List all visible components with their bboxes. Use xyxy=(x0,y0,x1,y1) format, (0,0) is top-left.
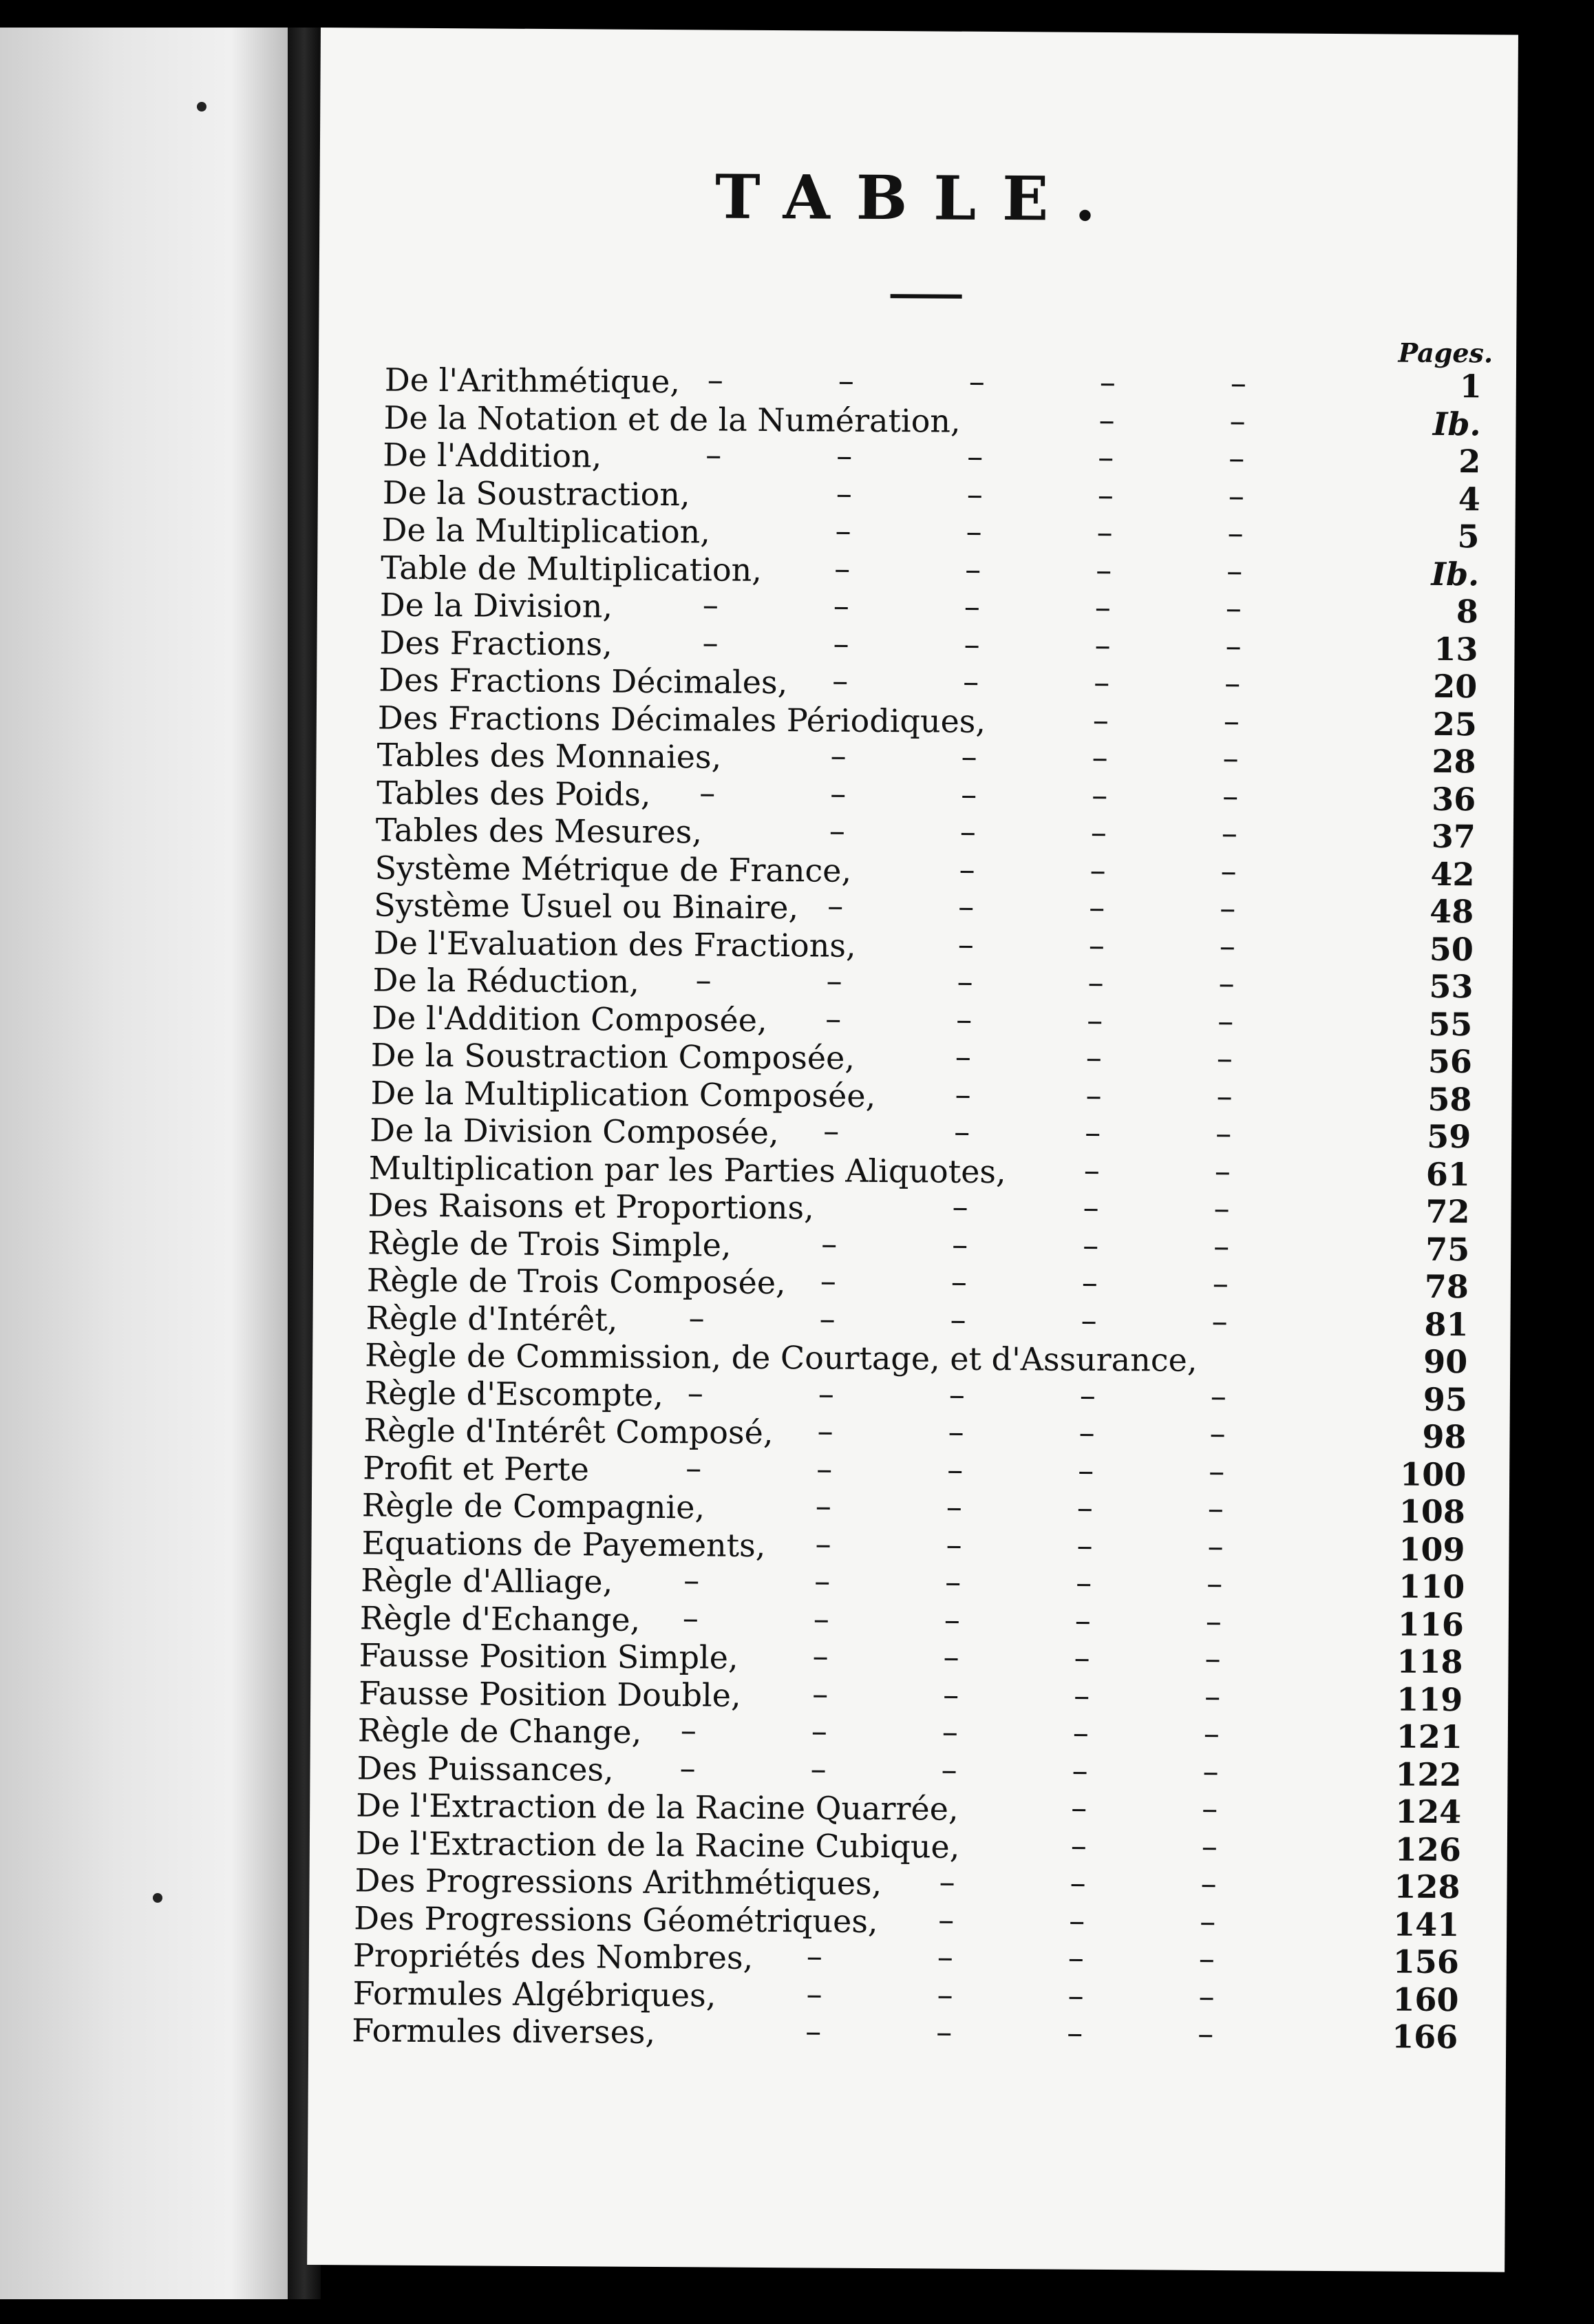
toc-list xyxy=(308,361,1516,2056)
ink-speck xyxy=(197,102,206,112)
toc-entry-title: Règle d'Alliage, xyxy=(361,1561,613,1601)
toc-entry-page: 118 xyxy=(1396,1642,1463,1681)
leader-dash: – xyxy=(1067,2014,1083,2051)
leader-dash: – xyxy=(1198,1939,1215,1977)
leader-dash: – xyxy=(1210,1377,1227,1415)
leader-dash: – xyxy=(825,1000,842,1037)
toc-entry-page: 121 xyxy=(1396,1718,1463,1756)
toc-entry-page: 126 xyxy=(1394,1830,1462,1868)
leader-dash: – xyxy=(1203,1714,1220,1753)
pages-column-header: Pages. xyxy=(1398,337,1494,369)
toc-entry-page: 166 xyxy=(1392,2018,1458,2056)
toc-entry-title: Règle de Change, xyxy=(357,1711,642,1751)
leader-dash: – xyxy=(836,436,853,474)
toc-entry-title: Des Puissances, xyxy=(357,1749,614,1788)
leader-dash: – xyxy=(832,662,849,699)
leader-dash: – xyxy=(1200,1902,1216,1940)
toc-entry-page: 55 xyxy=(1428,1005,1473,1043)
leader-dash: – xyxy=(1070,1826,1087,1864)
leader-dash: – xyxy=(812,1674,829,1713)
leader-dash: – xyxy=(688,1298,705,1336)
table-of-contents-page xyxy=(307,28,1518,2272)
leader-dash: – xyxy=(811,1712,828,1750)
toc-entry-title: De l'Evaluation des Fractions, xyxy=(373,923,856,964)
leader-dash: – xyxy=(817,1412,833,1450)
toc-entry-title: De l'Extraction de la Racine Quarrée, xyxy=(356,1786,959,1828)
leader-dash: – xyxy=(1069,1901,1085,1939)
leader-dash: – xyxy=(1215,1114,1232,1152)
toc-entry-title: De la Multiplication Composée, xyxy=(370,1073,876,1115)
leader-dash: – xyxy=(1096,551,1112,589)
leader-dash: – xyxy=(1085,1076,1102,1114)
toc-entry-page: 61 xyxy=(1425,1155,1471,1193)
toc-entry-title: Des Progressions Géométriques, xyxy=(354,1899,878,1940)
toc-entry-title: Règle de Trois Composée, xyxy=(366,1261,786,1302)
leader-dash: – xyxy=(965,550,981,588)
toc-entry-title: Règle de Commission, de Courtage, et d'Assurance, xyxy=(365,1336,1198,1379)
leader-dash: – xyxy=(938,1901,955,1939)
toc-entry-page: 50 xyxy=(1429,930,1474,968)
leader-dash: – xyxy=(958,887,975,925)
leader-dash: – xyxy=(1074,1638,1090,1676)
leader-dash: – xyxy=(1213,1189,1230,1227)
leader-dash: – xyxy=(1090,851,1106,889)
leader-dash: – xyxy=(1076,1563,1092,1601)
toc-entry-title: Fausse Position Simple, xyxy=(359,1636,738,1676)
leader-dash: – xyxy=(830,737,847,774)
toc-entry-title: Règle de Compagnie, xyxy=(361,1486,705,1526)
leader-dash: – xyxy=(937,1976,953,2014)
toc-entry-title: De l'Addition Composée, xyxy=(372,998,767,1039)
leader-dash: – xyxy=(1067,1976,1084,2014)
leader-dash: – xyxy=(1198,2014,1214,2052)
toc-entry-page: 58 xyxy=(1427,1080,1472,1118)
leader-dash: – xyxy=(1216,1077,1233,1115)
leader-dash: – xyxy=(707,361,724,399)
leader-dash: – xyxy=(1085,1113,1101,1151)
ink-speck xyxy=(153,1893,162,1903)
leader-dash: – xyxy=(1074,1676,1090,1714)
leader-dash: – xyxy=(945,1563,961,1601)
leader-dash: – xyxy=(823,1112,840,1150)
toc-entry-title: De l'Extraction de la Racine Cubique, xyxy=(355,1824,960,1866)
toc-entry-page: 81 xyxy=(1424,1305,1469,1343)
toc-entry-page: 1 xyxy=(1459,368,1483,405)
leader-dash: – xyxy=(1076,1526,1093,1564)
toc-entry-title: Système Usuel ou Binaire, xyxy=(374,886,799,927)
leader-dash: – xyxy=(950,1263,968,1300)
toc-entry-title: Des Fractions Décimales Périodiques, xyxy=(377,699,986,740)
leader-dash: – xyxy=(955,1075,971,1113)
leader-dash: – xyxy=(1207,1564,1223,1603)
leader-dash: – xyxy=(705,436,722,474)
leader-dash: – xyxy=(947,1450,964,1488)
leader-dash: – xyxy=(836,474,853,512)
leader-dash: – xyxy=(1096,513,1113,551)
leader-dash: – xyxy=(1201,1827,1218,1865)
leader-dash: – xyxy=(1209,1414,1226,1452)
toc-entry-title: Des Fractions, xyxy=(379,624,613,663)
leader-dash: – xyxy=(806,1974,822,2013)
leader-dash: – xyxy=(695,961,712,999)
leader-dash: – xyxy=(830,774,847,812)
leader-dash: – xyxy=(961,737,977,775)
leader-dash: – xyxy=(1072,1751,1088,1789)
leader-dash: – xyxy=(813,1599,830,1638)
leader-dash: – xyxy=(820,1262,837,1300)
toc-entry-title: De la Multiplication, xyxy=(381,511,711,551)
leader-dash: – xyxy=(815,1524,831,1563)
leader-dash: – xyxy=(959,812,977,850)
leader-dash: – xyxy=(682,1598,699,1636)
toc-entry-page: 20 xyxy=(1433,667,1478,706)
leader-dash: – xyxy=(957,925,975,963)
leader-dash: – xyxy=(1083,1188,1099,1226)
toc-entry-page: 108 xyxy=(1399,1492,1466,1531)
toc-entry-page: 110 xyxy=(1398,1567,1465,1606)
leader-dash: – xyxy=(1207,1489,1224,1528)
toc-entry-page: 100 xyxy=(1399,1455,1467,1493)
leader-dash: – xyxy=(950,1300,966,1338)
leader-dash: – xyxy=(966,475,984,513)
leader-dash: – xyxy=(936,2013,953,2051)
leader-dash: – xyxy=(1202,1752,1219,1790)
leader-dash: – xyxy=(1228,476,1245,514)
leader-dash: – xyxy=(946,1488,963,1525)
leader-dash: – xyxy=(679,1749,696,1786)
leader-dash: – xyxy=(1205,1602,1222,1640)
toc-entry-page: Ib. xyxy=(1432,405,1481,443)
toc-entry-page: 160 xyxy=(1392,1980,1459,2018)
toc-entry-title: De la Division, xyxy=(379,586,613,625)
leader-dash: – xyxy=(1092,776,1108,814)
leader-dash: – xyxy=(967,437,984,475)
toc-entry-title: Tables des Monnaies, xyxy=(376,736,722,776)
toc-entry-title: De l'Arithmétique, xyxy=(384,361,681,401)
toc-entry-page: 56 xyxy=(1427,1042,1473,1081)
facing-page xyxy=(0,28,289,2299)
leader-dash: – xyxy=(1074,1601,1092,1639)
title-rule xyxy=(891,294,962,299)
leader-dash: – xyxy=(1072,1713,1090,1751)
toc-entry-title: De la Réduction, xyxy=(372,961,640,1000)
toc-entry-page: 128 xyxy=(1394,1868,1460,1906)
leader-dash: – xyxy=(1081,1301,1097,1339)
toc-entry-title: Fausse Position Double, xyxy=(359,1673,741,1714)
leader-dash: – xyxy=(1098,438,1114,476)
toc-entry-page: 48 xyxy=(1430,892,1474,931)
leader-dash: – xyxy=(1067,1939,1085,1976)
leader-dash: – xyxy=(818,1374,835,1413)
leader-dash: – xyxy=(1219,927,1236,964)
leader-dash: – xyxy=(699,773,716,812)
leader-dash: – xyxy=(1078,1413,1095,1451)
leader-dash: – xyxy=(1094,588,1112,626)
toc-entry-page: 119 xyxy=(1396,1680,1463,1718)
leader-dash: – xyxy=(964,587,981,625)
leader-dash: – xyxy=(964,625,980,663)
leader-dash: – xyxy=(680,1711,697,1749)
toc-entry-title: Tables des Mesures, xyxy=(375,811,703,851)
leader-dash: – xyxy=(1070,1863,1086,1901)
leader-dash: – xyxy=(1089,888,1105,926)
toc-row xyxy=(308,2011,1506,2056)
toc-entry-page: 4 xyxy=(1458,480,1481,518)
leader-dash: – xyxy=(1204,1677,1221,1715)
toc-entry-page: 59 xyxy=(1427,1117,1471,1156)
leader-dash: – xyxy=(1204,1639,1221,1678)
toc-entry-page: 25 xyxy=(1432,705,1478,743)
leader-dash: – xyxy=(1218,1002,1234,1039)
leader-dash: – xyxy=(1092,738,1108,777)
leader-dash: – xyxy=(944,1601,961,1638)
leader-dash: – xyxy=(814,1562,831,1600)
leader-dash: – xyxy=(1081,1263,1098,1301)
leader-dash: – xyxy=(955,1037,972,1075)
leader-dash: – xyxy=(939,1863,955,1901)
leader-dash: – xyxy=(1229,439,1245,477)
toc-entry-title: Tables des Poids, xyxy=(376,774,651,813)
leader-dash: – xyxy=(819,1299,836,1338)
toc-entry-title: Des Fractions Décimales, xyxy=(379,661,788,701)
leader-dash: – xyxy=(827,887,844,925)
leader-dash: – xyxy=(943,1676,959,1713)
leader-dash: – xyxy=(810,1749,827,1788)
leader-dash: – xyxy=(806,1937,823,1975)
toc-entry-page: 53 xyxy=(1429,967,1474,1006)
toc-entry-title: Multiplication par les Parties Aliquotes, xyxy=(368,1148,1006,1190)
toc-entry-page: 13 xyxy=(1434,630,1478,668)
leader-dash: – xyxy=(1088,926,1105,964)
toc-entry-title: Des Raisons et Proportions, xyxy=(368,1186,814,1227)
toc-entry-title: Formules diverses, xyxy=(352,2011,656,2051)
leader-dash: – xyxy=(1094,626,1111,664)
leader-dash: – xyxy=(943,1638,959,1676)
leader-dash: – xyxy=(1230,364,1247,402)
leader-dash: – xyxy=(1226,551,1243,589)
leader-dash: – xyxy=(1085,1038,1103,1076)
leader-dash: – xyxy=(829,812,846,849)
toc-entry-page: 122 xyxy=(1395,1755,1462,1793)
leader-dash: – xyxy=(1213,1227,1230,1265)
leader-dash: – xyxy=(961,775,977,813)
leader-dash: – xyxy=(1087,963,1104,1001)
leader-dash: – xyxy=(835,511,851,549)
leader-dash: – xyxy=(1198,1977,1215,2015)
page-title: TABLE. xyxy=(714,160,1123,235)
toc-entry-title: Règle d'Intérêt Composé, xyxy=(363,1411,774,1452)
toc-entry-title: Système Métrique de France, xyxy=(374,849,852,889)
toc-entry-title: De la Soustraction Composée, xyxy=(370,1036,856,1077)
toc-entry-title: De l'Addition, xyxy=(383,436,602,475)
toc-entry-page: 8 xyxy=(1456,593,1479,631)
leader-dash: – xyxy=(1098,401,1115,439)
toc-entry-page: 78 xyxy=(1424,1267,1469,1306)
leader-dash: – xyxy=(834,549,851,587)
leader-dash: – xyxy=(1094,663,1110,701)
leader-dash: – xyxy=(957,962,973,1000)
toc-entry-page: 5 xyxy=(1457,518,1480,556)
toc-entry-page: 75 xyxy=(1425,1230,1470,1268)
leader-dash: – xyxy=(946,1525,962,1563)
leader-dash: – xyxy=(815,1487,832,1525)
leader-dash: – xyxy=(937,1938,954,1976)
leader-dash: – xyxy=(1200,1864,1217,1903)
toc-entry-title: De la Notation et de la Numération, xyxy=(383,399,961,440)
leader-dash: – xyxy=(1218,964,1235,1002)
leader-dash: – xyxy=(968,362,986,400)
leader-dash: – xyxy=(812,1637,829,1675)
leader-dash: – xyxy=(1097,476,1114,514)
leader-dash: – xyxy=(687,1373,704,1411)
toc-entry-page: 42 xyxy=(1430,855,1475,893)
leader-dash: – xyxy=(1225,626,1242,664)
leader-dash: – xyxy=(963,662,979,700)
leader-dash: – xyxy=(1090,813,1107,851)
toc-entry-title: Equations de Payements, xyxy=(361,1523,766,1564)
leader-dash: – xyxy=(948,1413,964,1450)
toc-entry-page: 156 xyxy=(1392,1943,1460,1981)
toc-entry-title: De la Soustraction, xyxy=(382,474,690,513)
toc-entry-page: 28 xyxy=(1432,742,1476,781)
leader-dash: – xyxy=(1087,1001,1103,1039)
leader-dash: – xyxy=(1211,1302,1228,1340)
leader-dash: – xyxy=(683,1561,700,1599)
leader-dash: – xyxy=(833,587,850,624)
leader-dash: – xyxy=(1083,1151,1101,1189)
leader-dash: – xyxy=(1221,814,1238,852)
leader-dash: – xyxy=(1229,401,1246,439)
toc-entry-page: 95 xyxy=(1423,1380,1468,1418)
leader-dash: – xyxy=(826,962,842,1000)
leader-dash: – xyxy=(702,623,719,662)
toc-entry-title: Règle d'Escompte, xyxy=(364,1373,664,1413)
toc-entry-page: 116 xyxy=(1397,1605,1465,1643)
leader-dash: – xyxy=(821,1224,838,1263)
toc-entry-title: De la Division Composée, xyxy=(370,1111,779,1152)
toc-entry-title: Formules Algébriques, xyxy=(352,1974,716,2014)
leader-dash: – xyxy=(948,1375,966,1413)
leader-dash: – xyxy=(952,1225,968,1263)
leader-dash: – xyxy=(1220,852,1237,889)
leader-dash: – xyxy=(1071,1788,1087,1826)
toc-entry-page: 90 xyxy=(1423,1342,1468,1381)
leader-dash: – xyxy=(1214,1152,1231,1190)
leader-dash: – xyxy=(1078,1451,1094,1489)
leader-dash: – xyxy=(1220,889,1236,927)
leader-dash: – xyxy=(1202,1789,1218,1828)
leader-dash: – xyxy=(1224,664,1241,702)
leader-dash: – xyxy=(1099,363,1116,401)
leader-dash: – xyxy=(959,850,975,888)
leader-dash: – xyxy=(952,1187,968,1225)
leader-dash: – xyxy=(816,1449,833,1488)
leader-dash: – xyxy=(1222,777,1239,814)
leader-dash: – xyxy=(941,1751,957,1788)
toc-entry-title: Règle d'Echange, xyxy=(359,1598,641,1638)
toc-entry-title: Profit et Perte xyxy=(363,1448,589,1488)
leader-dash: – xyxy=(1076,1488,1094,1526)
leader-dash: – xyxy=(833,624,849,662)
leader-dash: – xyxy=(1083,1226,1099,1264)
leader-dash: – xyxy=(805,2012,822,2050)
toc-entry-page: 141 xyxy=(1393,1905,1460,1943)
leader-dash: – xyxy=(1222,739,1239,777)
leader-dash: – xyxy=(942,1713,959,1751)
leader-dash: – xyxy=(966,512,982,550)
leader-dash: – xyxy=(1212,1264,1229,1302)
leader-dash: – xyxy=(1092,701,1109,739)
toc-entry-page: 109 xyxy=(1399,1530,1465,1568)
toc-entry-page: 98 xyxy=(1422,1417,1467,1456)
leader-dash: – xyxy=(1227,514,1244,552)
leader-dash: – xyxy=(1209,1452,1225,1490)
leader-dash: – xyxy=(686,1448,702,1486)
toc-entry-title: Table de Multiplication, xyxy=(381,549,763,589)
toc-entry-page: 36 xyxy=(1432,780,1476,818)
toc-entry-page: 2 xyxy=(1458,443,1481,480)
toc-entry-page: 37 xyxy=(1431,817,1476,856)
leader-dash: – xyxy=(1225,589,1242,627)
toc-entry-page: Ib. xyxy=(1431,555,1480,593)
toc-entry-title: Règle d'Intérêt, xyxy=(365,1298,618,1338)
toc-entry-title: Règle de Trois Simple, xyxy=(368,1223,732,1264)
toc-entry-page: 72 xyxy=(1425,1192,1470,1231)
leader-dash: – xyxy=(1207,1527,1224,1565)
leader-dash: – xyxy=(1216,1039,1233,1077)
toc-entry-title: Propriétés des Nombres, xyxy=(352,1936,754,1976)
leader-dash: – xyxy=(1079,1376,1096,1414)
toc-entry-title: Des Progressions Arithmétiques, xyxy=(354,1861,882,1903)
toc-entry-page: 124 xyxy=(1395,1793,1462,1831)
leader-dash: – xyxy=(1223,701,1240,739)
leader-dash: – xyxy=(956,1000,973,1038)
leader-dash: – xyxy=(702,586,719,624)
leader-dash: – xyxy=(838,361,855,399)
leader-dash: – xyxy=(954,1112,970,1150)
